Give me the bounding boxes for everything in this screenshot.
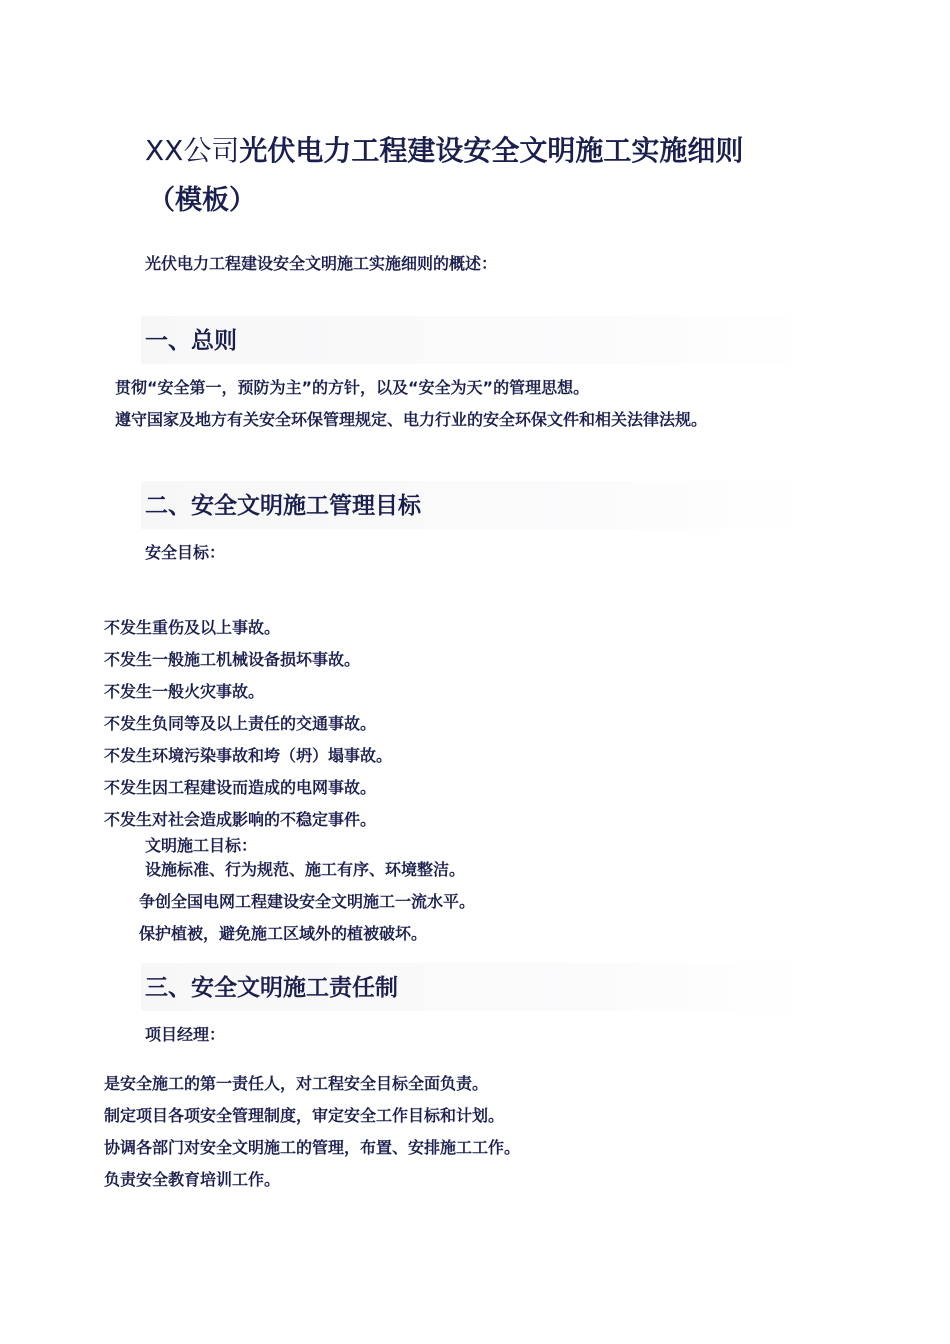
safety-goal-item: 不发生重伤及以上事故。 xyxy=(104,618,281,637)
safety-goal-item: 不发生一般施工机械设备损坏事故。 xyxy=(104,650,361,669)
safety-goal-item: 不发生对社会造成影响的不稳定事件。 xyxy=(104,810,377,829)
section-3-heading: 三、安全文明施工责任制 xyxy=(145,975,398,1001)
safety-goals-label: 安全目标： xyxy=(145,543,226,562)
civil-goal-item: 设施标准、行为规范、施工有序、环境整洁。 xyxy=(145,860,466,879)
safety-goal-item: 不发生环境污染事故和垮（坍）塌事故。 xyxy=(104,746,393,765)
safety-goal-item: 不发生一般火灾事故。 xyxy=(104,682,265,701)
title-suffix: （模板） xyxy=(148,185,256,216)
general-line-2: 遵守国家及地方有关安全环保管理规定、电力行业的安全环保文件和相关法律法规。 xyxy=(115,410,708,429)
safety-goal-item: 不发生因工程建设而造成的电网事故。 xyxy=(104,778,377,797)
title-prefix: XX公司 xyxy=(145,134,240,167)
document-title xyxy=(145,131,743,171)
civil-goal-item: 保护植被，避免施工区域外的植被破坏。 xyxy=(139,924,428,943)
project-manager-label: 项目经理： xyxy=(145,1025,226,1044)
pm-duty-item: 制定项目各项安全管理制度，审定安全工作目标和计划。 xyxy=(104,1106,505,1125)
section-1-band xyxy=(141,316,809,364)
pm-duty-item: 协调各部门对安全文明施工的管理，布置、安排施工工作。 xyxy=(104,1138,521,1157)
intro-text: 光伏电力工程建设安全文明施工实施细则的概述： xyxy=(145,254,498,273)
section-1-heading: 一、总则 xyxy=(145,328,237,354)
pm-duty-item: 负责安全教育培训工作。 xyxy=(104,1170,281,1189)
pm-duty-item: 是安全施工的第一责任人，对工程安全目标全面负责。 xyxy=(104,1074,489,1093)
title-main: 光伏电力工程建设安全文明施工实施细则 xyxy=(239,134,744,167)
civil-goal-item: 争创全国电网工程建设安全文明施工一流水平。 xyxy=(139,892,476,911)
general-line-1: 贯彻“安全第一，预防为主”的方针，以及“安全为天”的管理思想。 xyxy=(115,378,590,397)
safety-goal-item: 不发生负同等及以上责任的交通事故。 xyxy=(104,714,377,733)
section-2-heading: 二、安全文明施工管理目标 xyxy=(145,493,421,519)
civil-goals-label: 文明施工目标： xyxy=(145,836,258,855)
